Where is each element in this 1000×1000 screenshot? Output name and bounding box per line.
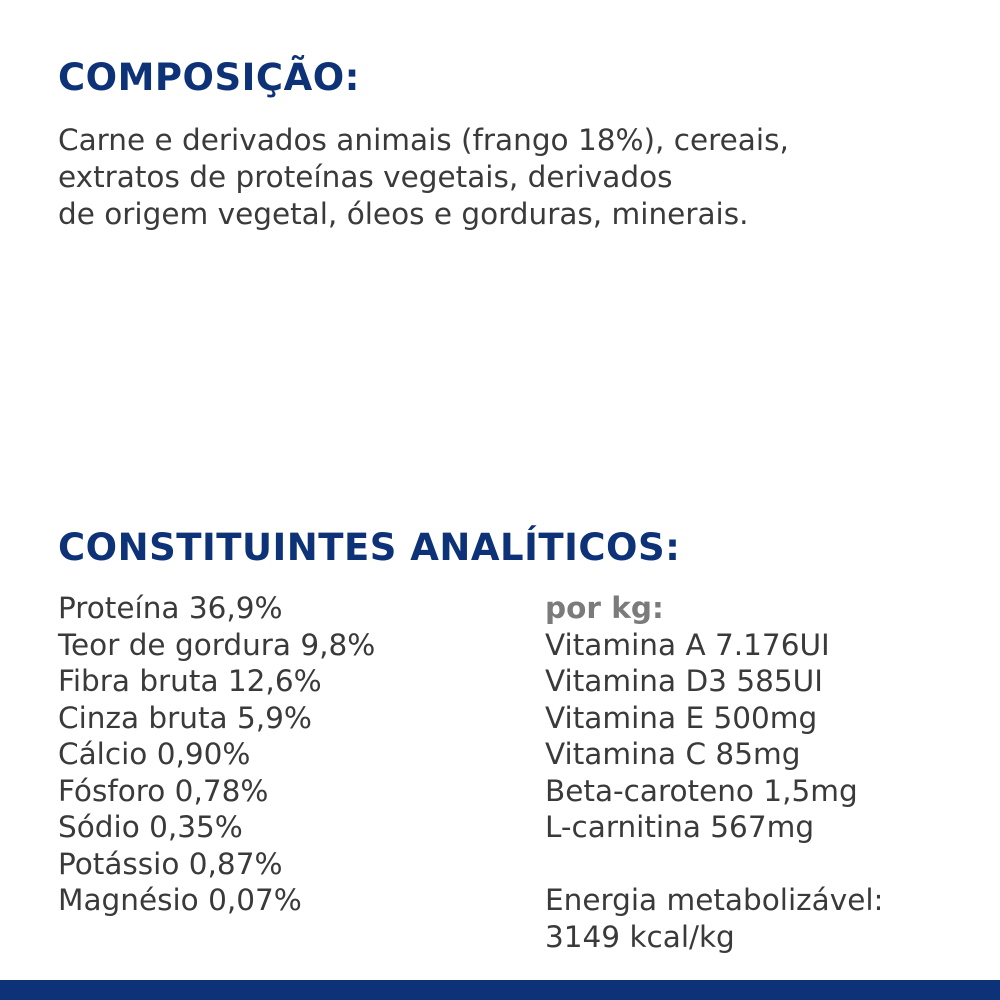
constituent-item: Fósforo 0,78% <box>58 773 269 808</box>
analytical-constituents-heading: CONSTITUINTES ANALÍTICOS: <box>58 526 681 569</box>
composition-line: Carne e derivados animais (frango 18%), cereais, <box>58 123 789 157</box>
energy-value: 3149 kcal/kg <box>545 919 735 954</box>
constituent-item: Cálcio 0,90% <box>58 737 251 771</box>
constituent-item: Sódio 0,35% <box>58 810 243 844</box>
composition-line: extratos de proteínas vegetais, derivados <box>58 160 673 194</box>
spacer <box>545 846 883 883</box>
constituent-item: Fibra bruta 12,6% <box>58 664 322 698</box>
additive-item: L-carnitina 567mg <box>545 810 815 844</box>
additives-per-kg-list <box>545 590 883 955</box>
additive-item: Vitamina E 500mg <box>545 700 818 735</box>
energy-label: Energia metabolizável: <box>545 883 884 917</box>
additive-item: Vitamina D3 585UI <box>545 664 823 698</box>
constituent-item: Teor de gordura 9,8% <box>58 627 376 662</box>
additive-item: Vitamina A 7.176UI <box>545 627 830 662</box>
constituent-item: Magnésio 0,07% <box>58 883 302 917</box>
per-kg-header: por kg: <box>545 591 664 625</box>
bottom-brand-bar <box>0 980 1000 1000</box>
composition-heading: COMPOSIÇÃO: <box>58 56 360 99</box>
constituent-item: Proteína 36,9% <box>58 591 283 625</box>
analytical-constituents-list <box>58 590 375 919</box>
additive-item: Vitamina C 85mg <box>545 737 801 771</box>
composition-line: de origem vegetal, óleos e gorduras, minerais. <box>58 197 749 231</box>
constituent-item: Potássio 0,87% <box>58 846 283 881</box>
constituent-item: Cinza bruta 5,9% <box>58 700 312 735</box>
additive-item: Beta-caroteno 1,5mg <box>545 773 858 808</box>
composition-text <box>58 122 958 233</box>
